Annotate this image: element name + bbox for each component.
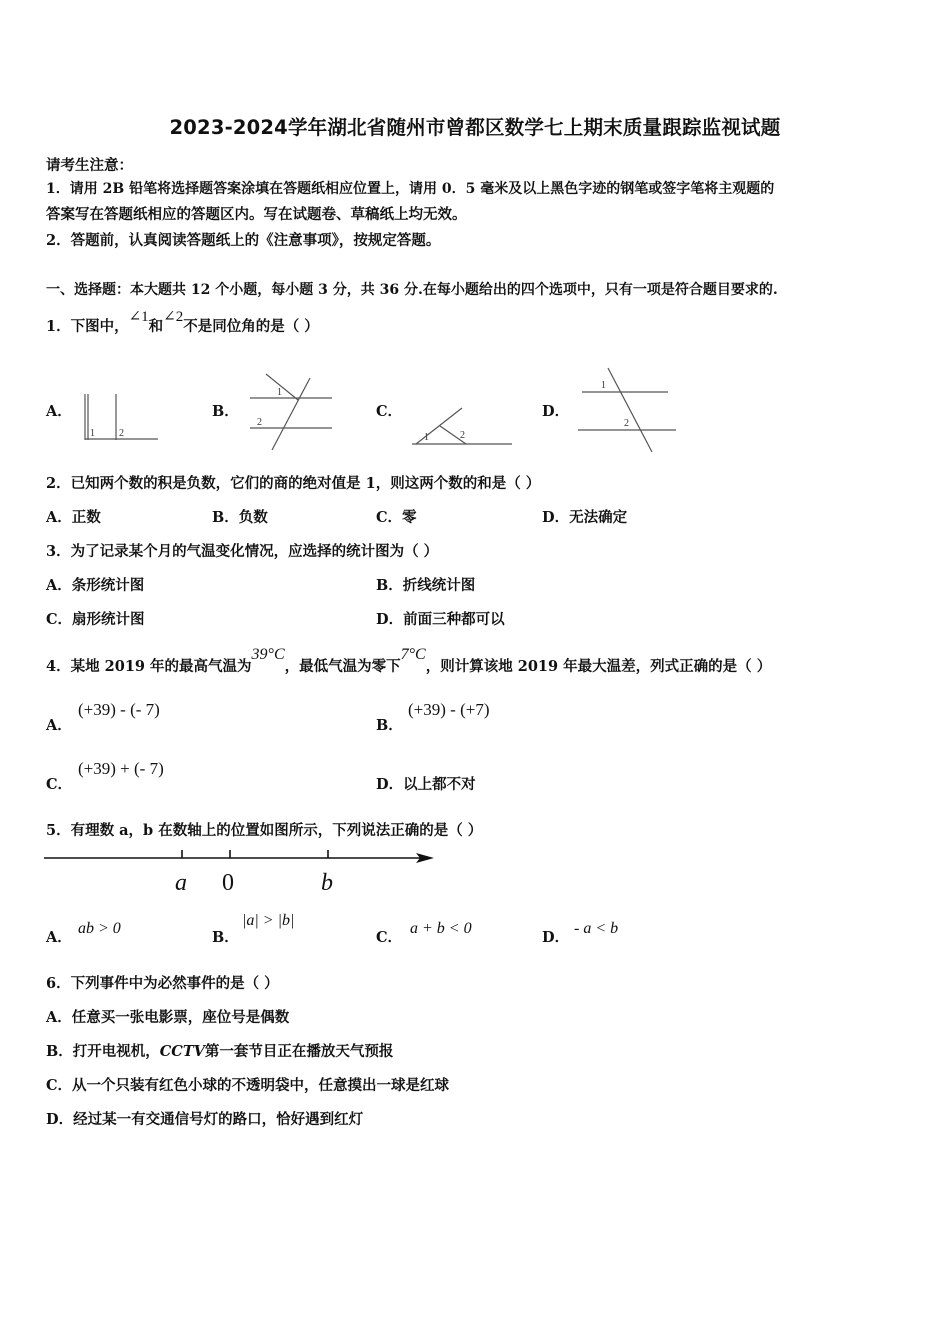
q2-option-a[interactable]: A．正数: [46, 509, 101, 526]
q4-option-b-expr: (+39) - (+7): [408, 700, 490, 719]
q4-low-temp: 7°C: [400, 646, 426, 663]
q6-option-b[interactable]: [46, 1040, 393, 1061]
q1-suffix: 不是同位角的是（ ）: [183, 318, 319, 335]
q4-option-c[interactable]: C．: [46, 776, 73, 793]
q1-fig-d-label-1: 1: [601, 380, 606, 391]
q2-option-d[interactable]: D．无法确定: [542, 509, 628, 526]
question-1: [46, 309, 319, 336]
q5-option-a-expr: ab > 0: [78, 920, 121, 937]
q1-fig-b-label-2: 2: [257, 417, 262, 428]
q4-option-c-expr: (+39) + (- 7): [78, 759, 164, 778]
q4-high-temp: 39°C: [251, 646, 285, 663]
section-heading: 一、选择题：本大题共 12 个小题，每小题 3 分，共 36 分.在每小题给出的四个选项中，只有一项是符合题目要求的.: [46, 282, 778, 298]
q3-option-b[interactable]: B．折线统计图: [376, 577, 476, 594]
q2-option-c[interactable]: C．零: [376, 509, 417, 526]
q4-option-a[interactable]: A．: [46, 717, 72, 734]
q3-option-a[interactable]: A．条形统计图: [46, 577, 145, 594]
q1-option-b[interactable]: B．: [212, 403, 239, 420]
q1-fig-d-label-2: 2: [624, 418, 629, 429]
notice-item-1: 1．请用 2B 铅笔将选择题答案涂填在答题纸相应位置上，请用 0．5 毫米及以上黑色字迹的钢笔或签字笔将主观题的: [46, 181, 775, 197]
q1-option-c[interactable]: C．: [376, 403, 403, 420]
q1-fig-a-label-2: 2: [119, 428, 124, 439]
q1-figure-b: [244, 370, 336, 456]
axis-label-0: 0: [222, 870, 234, 896]
question-2: 2．已知两个数的积是负数，它们的商的绝对值是 1，则这两个数的和是（ ）: [46, 475, 541, 492]
q5-option-b[interactable]: B．: [212, 929, 239, 946]
q1-figure-d: [574, 366, 680, 456]
q1-and: 和: [148, 318, 164, 335]
question-3: 3．为了记录某个月的气温变化情况，应选择的统计图为（ ）: [46, 543, 439, 560]
q4-part-1: 4．某地 2019 年的最高气温为: [46, 658, 252, 675]
page-title: 2023-2024学年湖北省随州市曾都区数学七上期末质量跟踪监视试题: [169, 116, 781, 139]
q1-option-d[interactable]: D．: [542, 403, 570, 420]
q1-fig-c-label-2: 2: [460, 430, 465, 441]
q4-part-3: ，则计算该地 2019 年最大温差，列式正确的是（ ）: [425, 658, 772, 675]
q5-option-b-expr: |a| > |b|: [242, 912, 295, 929]
q1-figure-c: [408, 402, 516, 448]
q5-option-c-expr: a + b < 0: [410, 920, 472, 937]
q1-option-a[interactable]: A．: [46, 403, 72, 420]
question-6: 6．下列事件中为必然事件的是（ ）: [46, 975, 279, 992]
notice-item-2: 2．答题前，认真阅读答题纸上的《注意事项》，按规定答题。: [46, 232, 441, 249]
question-4: [46, 646, 772, 676]
q5-option-d-expr: - a < b: [574, 920, 619, 937]
q4-option-b[interactable]: B．: [376, 717, 403, 734]
q4-option-a-expr: (+39) - (- 7): [78, 700, 160, 719]
q4-part-2: ，最低气温为零下: [284, 658, 401, 675]
q5-option-a[interactable]: A．: [46, 929, 72, 946]
number-line: [44, 846, 436, 898]
axis-label-a: a: [175, 870, 187, 896]
q6-option-d[interactable]: D．经过某一有交通信号灯的路口，恰好遇到红灯: [46, 1111, 364, 1128]
q4-option-d[interactable]: D．以上都不对: [376, 776, 476, 793]
q5-option-c[interactable]: C．: [376, 929, 403, 946]
q5-option-d[interactable]: D．: [542, 929, 570, 946]
q3-option-d[interactable]: D．前面三种都可以: [376, 611, 505, 628]
q1-fig-a-label-1: 1: [90, 428, 95, 439]
q1-figure-a: [80, 392, 162, 444]
q6-option-b-post: 第一套节目正在播放天气预报: [204, 1043, 394, 1060]
notice-heading: 请考生注意：: [46, 157, 133, 174]
q6-option-c[interactable]: C．从一个只装有红色小球的不透明袋中，任意摸出一球是红球: [46, 1077, 450, 1094]
q1-angle-2: ∠2: [163, 309, 184, 325]
q1-fig-b-label-1: 1: [277, 387, 282, 398]
question-5: 5．有理数 a，b 在数轴上的位置如图所示，下列说法正确的是（ ）: [46, 822, 483, 839]
q2-option-b[interactable]: B．负数: [212, 509, 268, 526]
q3-option-c[interactable]: C．扇形统计图: [46, 611, 145, 628]
q6-option-a[interactable]: A．任意买一张电影票，座位号是偶数: [46, 1009, 290, 1026]
axis-label-b: b: [321, 870, 333, 896]
q1-prefix: 1．下图中，: [46, 318, 129, 335]
notice-item-1-cont: 答案写在答题纸相应的答题区内。写在试题卷、草稿纸上均无效。: [46, 206, 467, 223]
q1-fig-c-label-1: 1: [424, 432, 429, 443]
q6-option-b-pre: B．打开电视机，: [46, 1043, 160, 1060]
q1-angle-1: ∠1: [128, 309, 149, 325]
q6-option-b-cctv: CCTV: [159, 1043, 205, 1060]
